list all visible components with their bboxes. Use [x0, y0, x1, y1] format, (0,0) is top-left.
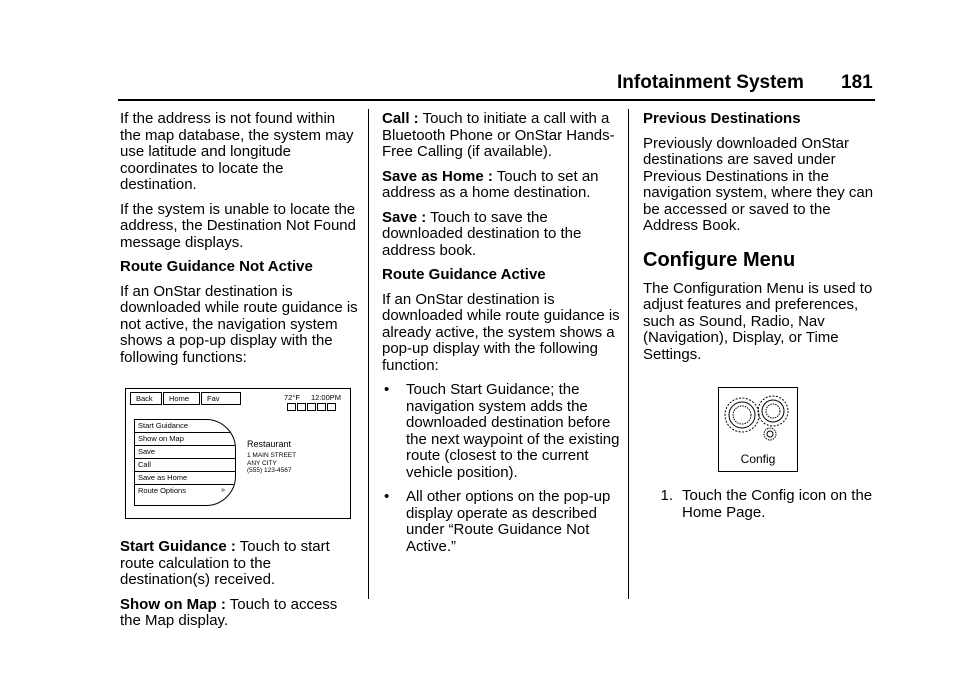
term: Call :	[382, 110, 419, 127]
subheading-route-guidance-not-active: Route Guidance Not Active	[120, 258, 313, 275]
config-icon-figure	[718, 387, 798, 472]
header-rule	[118, 99, 875, 101]
screen-destination-info	[247, 439, 296, 475]
screen-status-icons	[287, 403, 337, 411]
screen-menu-route-options	[135, 485, 235, 498]
page-number: 181	[841, 72, 873, 93]
term: Start Guidance :	[120, 538, 236, 555]
column-divider	[368, 109, 369, 599]
message-icon	[297, 403, 306, 411]
screen-temperature: 72°F	[284, 393, 300, 402]
menu-label: Route Options	[138, 486, 186, 495]
definition: Touch to save the downloaded destination to the address book.	[382, 208, 582, 259]
chevron-right-icon: »	[221, 487, 225, 494]
screen-popup-menu	[134, 419, 236, 506]
bullet-item	[382, 489, 620, 555]
paragraph: If an OnStar destination is downloaded while route guidance is not active, the navigation system shows a pop-up display with the following functions:	[120, 282, 358, 366]
menu-label: Save	[138, 447, 156, 456]
screen-tab-back: Back	[130, 392, 162, 405]
column-1	[120, 111, 360, 638]
column-2	[382, 111, 620, 555]
paragraph: If the system is unable to locate the address, the Destination Not Found message displays.	[120, 200, 356, 251]
paragraph: The Configuration Menu is used to adjust features and preferences, such as Sound, Radio, Nav (Navigation), Display, or Time Settings.	[643, 279, 873, 363]
screen-menu-show-on-map	[135, 433, 235, 446]
bullet-text: Touch Start Guidance; the navigation system adds the downloaded destination before the next waypoint of the existing route (closest to the current vehicle position).	[406, 381, 620, 481]
step-text: Touch the Config icon on the Home Page.	[682, 487, 873, 521]
screen-clock: 12:00PM	[311, 393, 342, 402]
menu-label: Save as Home	[138, 473, 188, 482]
screen-menu-call	[135, 459, 235, 472]
gears-icon	[722, 391, 794, 446]
running-header-title: Infotainment System	[617, 72, 804, 93]
screen-tab-home: Home	[163, 392, 200, 405]
destination-phone: (555) 123-4567	[247, 467, 292, 474]
phone-icon	[287, 403, 296, 411]
bullet-mark: •	[384, 381, 390, 398]
term: Save :	[382, 208, 427, 226]
screen-menu-save-as-home	[135, 472, 235, 485]
column-divider	[628, 109, 629, 599]
term: Show on Map :	[120, 595, 226, 613]
step-number: 1.	[660, 487, 673, 504]
bullet-text: All other options on the pop-up display operate as described under “Route Guidance Not Active.”	[406, 488, 611, 555]
section-heading-configure-menu: Configure Menu	[643, 248, 796, 271]
paragraph: If an OnStar destination is downloaded while route guidance is already active, the system shows a pop-up display with the following function:	[382, 290, 620, 374]
definition-save-as-home	[382, 169, 620, 202]
definition: Touch to set an address as a home destination.	[382, 167, 599, 201]
definition: Touch to initiate a call with a Bluetooth Phone or OnStar Hands-Free Calling (if available).	[382, 110, 615, 160]
call-icon	[317, 403, 326, 411]
screen-tab-fav: Fav	[201, 392, 241, 405]
definition: Touch to start route calculation to the destination(s) received.	[120, 538, 330, 588]
destination-street: 1 MAIN STREET	[247, 452, 297, 459]
config-label: Config	[740, 451, 776, 466]
numbered-step	[643, 488, 875, 521]
mute-icon	[307, 403, 316, 411]
definition-show-on-map	[120, 597, 360, 630]
subheading-route-guidance-active: Route Guidance Active	[382, 266, 546, 283]
menu-label: Show on Map	[138, 434, 184, 443]
paragraph: Previously downloaded OnStar destinations are saved under Previous Destinations in the navigation system, where they can be accessed or saved to the Address Book.	[643, 134, 874, 234]
screen-tabs	[130, 392, 242, 405]
term: Save as Home :	[382, 167, 493, 185]
column-3	[643, 111, 875, 521]
bullet-mark: •	[384, 488, 390, 505]
definition-call	[382, 111, 620, 161]
definition-start-guidance	[120, 539, 360, 589]
definition: Touch to access the Map display.	[120, 595, 338, 629]
paragraph: If the address is not found within the map database, the system may use latitude and longitude coordinates to locate the destination.	[120, 110, 354, 193]
menu-label: Call	[138, 460, 151, 469]
menu-label: Start Guidance	[138, 421, 189, 430]
screen-menu-start-guidance	[135, 420, 235, 433]
destination-city: ANY CITY	[247, 459, 277, 467]
screen-menu-save	[135, 446, 235, 459]
destination-name: Restaurant	[247, 439, 292, 449]
bullet-item	[382, 382, 620, 481]
subheading-previous-destinations: Previous Destinations	[643, 110, 801, 127]
navigation-popup-screen-figure	[125, 388, 351, 519]
definition-save	[382, 210, 620, 260]
signal-icon	[327, 403, 336, 411]
